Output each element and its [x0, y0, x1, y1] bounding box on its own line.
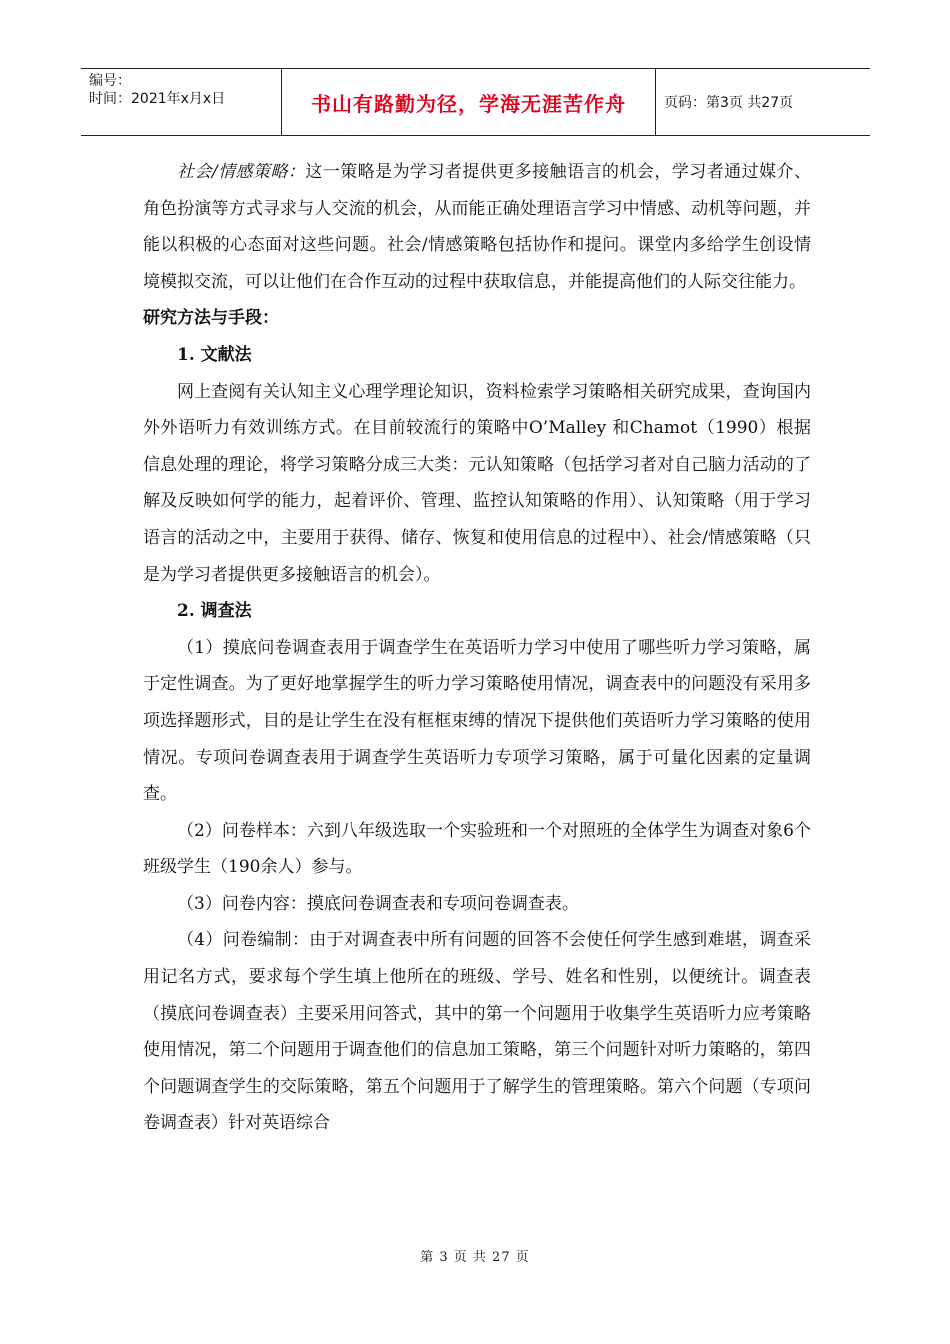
- header-motto: 书山有路勤为径，学海无涯苦作舟: [282, 69, 656, 135]
- header-date-label: 时间：2021年x月x日: [89, 91, 226, 107]
- header-number-label: 编号：: [89, 73, 131, 89]
- method-1-title: 1. 文献法: [177, 344, 252, 365]
- strategy-description: 这一策略是为学习者提供更多接触语言的机会，学习者通过媒介、角色扮演等方式寻求与人交流的机会，从而能正确处理语言学习中情感、动机等问题，并能以积极的心态面对这些问题。社会/情感策略包括协作和提问。课堂内多给学生创设情境模拟交流，可以让他们在合作互动的过程中获取信息，并能提高他们的人际交往能力。: [143, 162, 811, 292]
- document-header: [81, 68, 870, 136]
- method-2-paragraph-2: （2）问卷样本：六到八年级选取一个实验班和一个对照班的全体学生为调查对象6个班级学生（190余人）参与。: [143, 820, 811, 878]
- method-2-paragraph-4: （4）问卷编制：由于对调查表中所有问题的回答不会使任何学生感到难堪，调查采用记名方式，要求每个学生填上他所在的班级、学号、姓名和性别，以便统计。调查表（摸底问卷调查表）主要采用问答式，其中的第一个问题用于收集学生英语听力应考策略使用情况，第二个问题用于调查他们的信息加工策略，第三个问题针对听力策略的，第四个问题调查学生的交际策略，第五个问题用于了解学生的管理策略。第六个问题（专项问卷调查表）针对英语综合: [143, 930, 811, 1134]
- header-meta: [81, 69, 282, 135]
- strategy-term: 社会/情感策略：: [177, 162, 306, 182]
- header-page-info: 页码：第3页 共27页: [664, 95, 794, 111]
- method-2-paragraph-1: （1）摸底问卷调查表用于调查学生在英语听力学习中使用了哪些听力学习策略，属于定性调查。为了更好地掌握学生的听力学习策略使用情况，调查表中的问题没有采用多项选择题形式，目的是让学生在没有框框束缚的情况下提供他们英语听力学习策略的使用情况。专项问卷调查表用于调查学生英语听力专项学习策略，属于可量化因素的定量调查。: [143, 637, 811, 805]
- method-2-title: 2. 调查法: [177, 601, 252, 622]
- method-2-paragraph-3: （3）问卷内容：摸底问卷调查表和专项问卷调查表。: [177, 893, 579, 914]
- paragraph-social-affective-strategy: [143, 154, 811, 300]
- document-body: [143, 154, 811, 1142]
- method-1-text: 网上查阅有关认知主义心理学理论知识，资料检索学习策略相关研究成果，查询国内外外语听力有效训练方式。在目前较流行的策略中O’Malley 和Chamot（1990）根据信息处理的理论，将学习策略分成三大类：元认知策略（包括学习者对自己脑力活动的了解及反映如何学的能力，起着评价、管理、监控认知策略的作用）、认知策略（用于学习语言的活动之中，主要用于获得、储存、恢复和使用信息的过程中）、社会/情感策略（只是为学习者提供更多接触语言的机会）。: [143, 381, 811, 585]
- page-footer: 第 3 页 共 27 页: [420, 1250, 530, 1265]
- section-title: 研究方法与手段：: [143, 308, 279, 329]
